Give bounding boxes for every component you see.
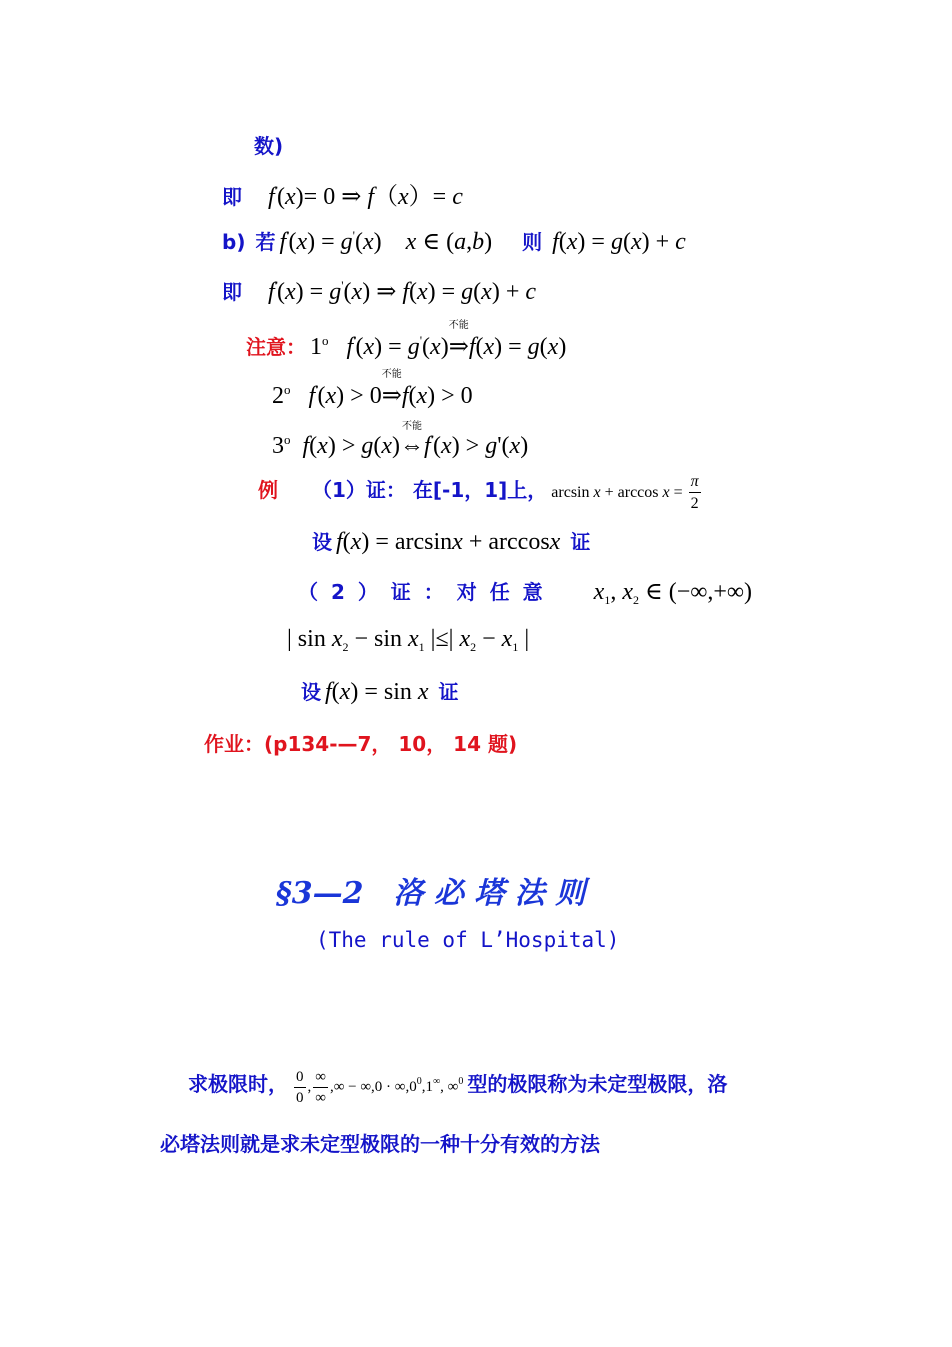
formula-conclusion: f(x) = g(x) + c: [552, 229, 686, 255]
formula-arcsin-arccos: arcsin x + arccos x = $\frac{\pi}{2}$: [551, 473, 699, 513]
line-ji-2: [222, 276, 536, 306]
formula-sin-inequality: | $\sin x_2 - \sin x_1$ |≤| $x_2 - x_1$ |: [287, 626, 530, 654]
homework-line: 作业：(p134-—7， 10， 14 题): [204, 732, 518, 756]
example-1-text: （1）证： 在[-1，1]上，: [312, 478, 548, 502]
section-subtitle: (The rule of L’Hospital): [316, 928, 620, 952]
example-2-text: （ 2 ） 证 ： 对 任 意: [298, 580, 546, 604]
she-label-2: 设: [301, 680, 321, 704]
formula-note-2: 2$^o$ f'(x) > 0⇒ 不能 f(x) > 0: [272, 383, 473, 409]
line-note-2: [272, 369, 473, 410]
formula-note-1: 1$^o$ f'(x) = g'(x)⇒ 不能 f(x) = g(x): [310, 334, 566, 360]
intro-part-1: 求极限时，: [188, 1072, 288, 1096]
formula-derivative-zero: f'(x)= 0 ⇒ f（x）= c: [268, 183, 463, 210]
line-note-3: [272, 421, 529, 460]
intro-part-2: 型的极限称为未定型极限，洛: [467, 1072, 728, 1096]
formula-any-x: $x_1$, $x_2$ ∈ (−∞,+∞): [593, 579, 753, 607]
li-label: 例: [258, 478, 278, 502]
she-label-1: 设: [312, 530, 332, 554]
line-ji-1: [222, 176, 463, 211]
b-prefix: b): [222, 230, 246, 254]
line-example-1: [258, 474, 703, 512]
ji-label-2: 即: [222, 280, 242, 304]
line-inequality: [287, 626, 529, 655]
buneng-note-3: 不能: [402, 421, 423, 432]
formula-note-3: 3$^o$ f(x) > g(x)⇔ 不能 f'(x) > g'(x): [272, 433, 528, 459]
formula-equal-derivatives: f'(x) = g'(x) ⇒ f(x) = g(x) + c: [268, 278, 537, 305]
zheng-label-1: 证: [570, 530, 591, 554]
section-title: §3—2 洛 必 塔 法 则: [276, 876, 586, 911]
formula-set-sin: f(x) = sin x: [325, 679, 429, 705]
ze-label: 则: [522, 230, 543, 254]
top-fragment: 数): [254, 134, 284, 158]
formula-set-arcsin: f(x) = arcsinx + arccosx: [336, 529, 561, 555]
line-b: [222, 226, 686, 256]
line-set-2: [301, 676, 459, 706]
line-set-1: [312, 526, 590, 556]
zhuyi-label: 注意：: [246, 335, 306, 359]
ji-label-1: 即: [222, 185, 242, 209]
line-note-1: [246, 320, 567, 361]
line-example-2: [298, 576, 752, 608]
buneng-note-2: 不能: [381, 369, 402, 380]
intro-line-2: 必塔法则就是求未定型极限的一种十分有效的方法: [160, 1132, 600, 1156]
zheng-label-2: 证: [438, 680, 459, 704]
formula-indeterminate-forms: $\frac{0}{0}$ , $\frac{\infty}{\infty}$ ,∞ − $\infty,0 \cdot \infty,0^0,1^\infty$, ∞$^0$: [296, 1068, 464, 1106]
formula-condition: f'(x) = g'(x) x ∈ (a,b): [279, 228, 493, 255]
buneng-note-1: 不能: [448, 320, 469, 331]
ruo-label: 若: [255, 230, 276, 254]
intro-line-1: [188, 1068, 727, 1106]
